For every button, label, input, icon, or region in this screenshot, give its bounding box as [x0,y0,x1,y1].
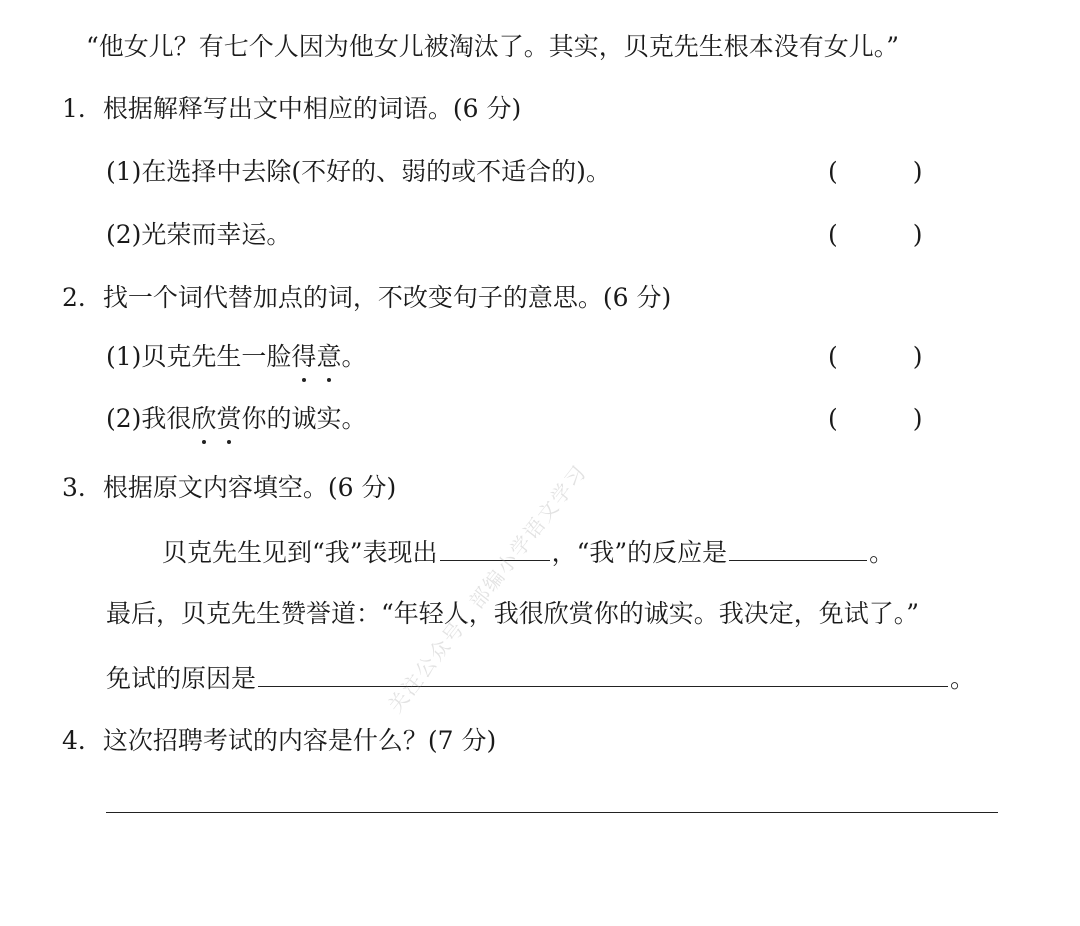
question-1-item-2-answer-field[interactable]: ( ) [828,220,923,249]
question-2-item-2-answer-field[interactable]: ( ) [828,404,923,433]
question-3-line-1-text-b: ，“我”的反应是 [551,538,728,567]
question-3-title: 3．根据原文内容填空。(6 分) [62,473,397,502]
dotted-char: 意 [316,340,341,374]
dotted-char: 得 [291,340,316,374]
watermark-text: 关注公众号：部编小学语文学习 [383,459,592,718]
question-2-item-2-prefix: (2)我很 [106,404,192,433]
question-3-line-1-text-c: 。 [869,538,895,567]
question-4-title: 4．这次招聘考试的内容是什么？(7 分) [62,726,497,755]
question-3-line-3-text-a: 免试的原因是 [106,664,257,693]
question-1-title: 1．根据解释写出文中相应的词语。(6 分) [62,94,522,123]
question-2-item-1-suffix: 。 [341,342,367,371]
dotted-char: 赏 [216,402,241,436]
question-2-title: 2．找一个词代替加点的词，不改变句子的意思。(6 分) [62,283,672,312]
question-1-item-1: (1)在选择中去除(不好的、弱的或不适合的)。 [106,157,611,186]
question-2-item-1-prefix: (1)贝克先生一脸 [106,342,292,371]
blank-field-reaction[interactable] [729,534,867,561]
question-1-item-1-answer-field[interactable]: ( ) [828,157,923,186]
question-3-line-1-text-a: 贝克先生见到“我”表现出 [162,538,438,567]
question-3-line-2: 最后，贝克先生赞誉道：“年轻人，我很欣赏你的诚实。我决定，免试了。” [106,599,920,628]
question-2-item-1-answer-field[interactable]: ( ) [828,342,923,371]
question-2-item-2 [106,402,366,436]
blank-field-reason[interactable] [258,660,948,687]
dotted-char: 欣 [191,402,216,436]
question-3-line-3 [106,660,975,696]
quote-line: “他女儿？有七个人因为他女儿被淘汰了。其实，贝克先生根本没有女儿。” [86,32,900,61]
question-4-answer-line[interactable] [106,812,998,813]
question-1-item-2: (2)光荣而幸运。 [106,220,292,249]
question-2-item-2-suffix: 你的诚实。 [241,404,367,433]
question-2-item-1 [106,340,366,374]
question-3-line-3-text-b: 。 [950,664,976,693]
